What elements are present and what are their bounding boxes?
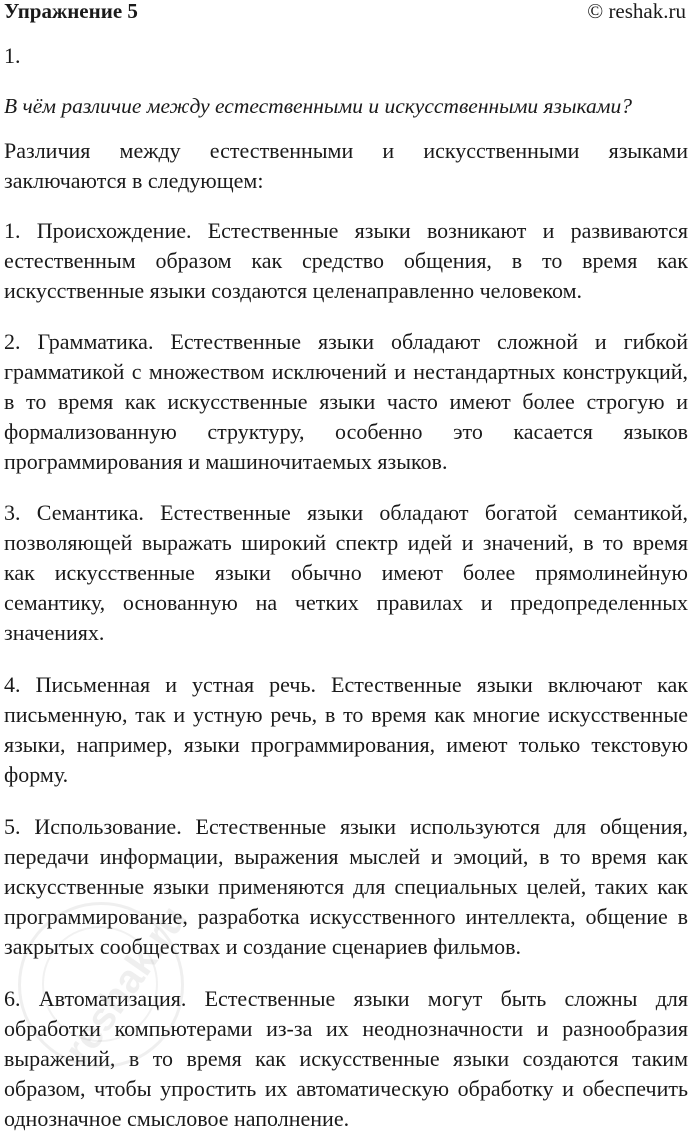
task-number: 1. — [4, 43, 21, 68]
answer-point-speech: 4. Письменная и устная речь. Естественные языки включают как письменную, так и устную речь, в то время как многие искусственные языки, например, языки программирования, имеют только текстовую форму. — [4, 672, 688, 787]
answer-point-semantics: 3. Семантика. Естественные языки обладают богатой семантикой, позволяющей выражать широкий спектр идей и значений, в то время как искусственные языки обычно имеют более прямолинейную семантику, основанную на четких правилах и предопределенных значениях. — [4, 500, 688, 645]
answer-point-grammar: 2. Грамматика. Естественные языки обладают сложной и гибкой грамматикой с множеством исключений и нестандартных конструкций, в то время как искусственные языки часто имеют более строгую и формализованную структуру, особенно это касается языков программирования и машиночитаемых языков. — [4, 329, 688, 474]
answer-point-automation: 6. Автоматизация. Естественные языки могут быть сложны для обработки компьютерами из-за их неоднозначности и разнообразия выражений, в то время как искусственные языки создаются таким образом, чтобы упростить их автоматическую обработку и обеспечить однозначное смысловое наполнение. — [4, 986, 688, 1131]
page-header — [4, 0, 688, 26]
answer-point-usage: 5. Использование. Естественные языки используются для общения, передачи информации, выражения мыслей и эмоций, в то время как искусственные языки применяются для специальных целей, таких как программирование, разработка искусственного интеллекта, общение в закрытых сообществах и создание сценариев фильмов. — [4, 814, 688, 959]
watermark-logo: reshak.ru — [55, 897, 196, 1071]
question-text: В чём различие между естественными и искусственными языками? — [4, 94, 632, 118]
exercise-title: Упражнение 5 — [4, 0, 138, 23]
source-credit: © reshak.ru — [587, 0, 686, 23]
answer-point-origin: 1. Происхождение. Естественные языки возникают и развиваются естественным образом как средство общения, в то время как искусственные языки создаются целенаправленно человеком. — [4, 218, 688, 303]
intro-paragraph: Различия между естественными и искусственными языками заключаются в следующем: — [4, 138, 688, 193]
